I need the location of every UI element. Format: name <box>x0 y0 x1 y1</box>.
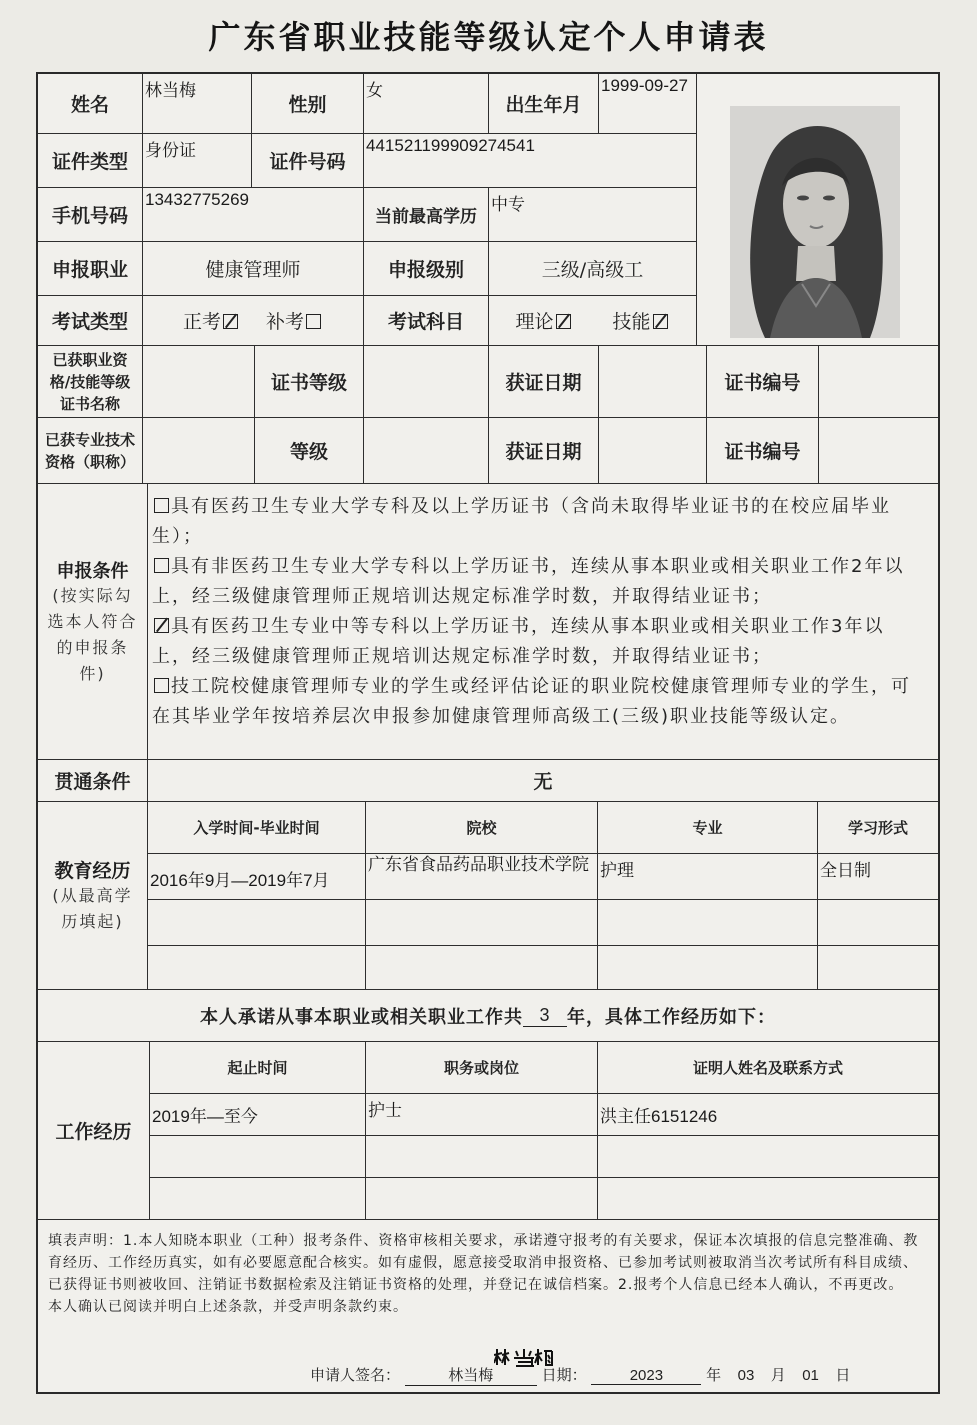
edu-label-cell <box>38 802 148 990</box>
checkbox-makeup[interactable] <box>306 314 321 329</box>
edu-row3-major <box>598 946 818 990</box>
commit-before: 本人承诺从事本职业或相关职业工作共 <box>200 1006 523 1028</box>
label-level: 申报级别 <box>364 242 489 296</box>
label-grade: 等级 <box>255 418 364 484</box>
work-row2-period <box>150 1136 366 1178</box>
date-year[interactable]: 2023 <box>591 1367 701 1385</box>
label-id-number: 证件号码 <box>252 134 364 188</box>
label-title-qual: 已获专业技术资格（职称） <box>38 418 143 484</box>
form-title: 广东省职业技能等级认定个人申请表 <box>208 18 769 56</box>
value-education: 中专 <box>489 188 697 242</box>
label-cert-no: 证书编号 <box>707 346 819 418</box>
checkbox-theory[interactable] <box>556 314 571 329</box>
label-through: 贯通条件 <box>38 760 148 802</box>
label-birth: 出生年月 <box>489 74 599 134</box>
value-gender: 女 <box>364 74 489 134</box>
edu-row2-school <box>366 900 598 946</box>
condition-text-4: 技工院校健康管理师专业的学生或经评估论证的职业院校健康管理师专业的学生，可在其毕业学年按培养层次申报参加健康管理师高级工(三级)职业技能等级认定。 <box>152 676 911 727</box>
checkbox-skill[interactable] <box>653 314 668 329</box>
value-id-type: 身份证 <box>143 134 252 188</box>
edu-row2-mode <box>818 900 938 946</box>
edu-header-period: 入学时间-毕业时间 <box>148 802 366 854</box>
conditions-label-cell <box>38 484 148 760</box>
work-row1-period: 2019年—至今 <box>150 1094 366 1136</box>
label-conditions-note: (按实际勾选本人符合的申报条件) <box>47 585 138 683</box>
option-makeup-label: 补考 <box>266 311 305 333</box>
label-gender: 性别 <box>252 74 364 134</box>
signature-label: 申请人签名： <box>310 1366 401 1384</box>
work-row3-period <box>150 1178 366 1220</box>
commit-after: 年，具体工作经历如下： <box>567 1006 776 1028</box>
work-header-position: 职务或岗位 <box>366 1042 598 1094</box>
label-education: 当前最高学历 <box>364 188 489 242</box>
checkbox-regular[interactable] <box>223 314 238 329</box>
exam-subject-options <box>489 296 697 346</box>
value-grade <box>364 418 489 484</box>
date-month[interactable]: 03 <box>737 1367 755 1384</box>
work-header-reference: 证明人姓名及联系方式 <box>598 1042 938 1094</box>
edu-row2-major <box>598 900 818 946</box>
label-edu-history: 教育经历 <box>54 860 131 882</box>
edu-row3-school <box>366 946 598 990</box>
edu-row1-major: 护理 <box>598 854 818 900</box>
option-theory-label: 理论 <box>515 311 554 333</box>
work-row3-reference <box>598 1178 938 1220</box>
condition-text-1: 具有医药卫生专业大学专科及以上学历证书（含尚未取得毕业证书的在校应届毕业生）； <box>152 496 891 547</box>
value-through: 无 <box>148 760 938 802</box>
label-phone: 手机号码 <box>38 188 143 242</box>
edu-row1-school: 广东省食品药品职业技术学院 <box>366 854 598 900</box>
exam-type-options <box>143 296 364 346</box>
edu-header-mode: 学习形式 <box>818 802 938 854</box>
edu-header-school: 院校 <box>366 802 598 854</box>
date-month-unit: 月 <box>770 1366 786 1384</box>
condition-item-1[interactable] <box>152 492 924 552</box>
condition-checkbox-1[interactable] <box>154 498 169 513</box>
label-occupation: 申报职业 <box>38 242 143 296</box>
application-form <box>36 72 940 1394</box>
commit-years[interactable]: 3 <box>523 1005 567 1027</box>
value-cert-level <box>364 346 489 418</box>
label-cert-no-2: 证书编号 <box>707 418 819 484</box>
value-birth: 1999-09-27 <box>599 74 697 134</box>
date-day[interactable]: 01 <box>802 1367 819 1384</box>
signature-row <box>310 1364 850 1386</box>
work-header-period: 起止时间 <box>150 1042 366 1094</box>
option-makeup[interactable] <box>266 307 323 334</box>
condition-text-3: 具有医药卫生专业中等专科以上学历证书，连续从事本职业或相关职业工作3年以上，经三级健康管理师正规培训达规定标准学时数，并取得结业证书； <box>152 616 885 667</box>
applicant-photo <box>730 106 900 338</box>
option-regular-label: 正考 <box>182 311 221 333</box>
label-edu-note: (从最高学历填起) <box>52 886 133 931</box>
value-cert-date <box>599 346 707 418</box>
edu-row3-period <box>148 946 366 990</box>
label-work-history: 工作经历 <box>38 1042 150 1220</box>
value-level: 三级/高级工 <box>489 242 697 296</box>
value-phone: 13432775269 <box>143 188 364 242</box>
label-cert-date: 获证日期 <box>489 346 599 418</box>
option-skill[interactable] <box>613 307 670 334</box>
value-occupation: 健康管理师 <box>143 242 364 296</box>
edu-row1-mode: 全日制 <box>818 854 938 900</box>
value-cert-no <box>819 346 938 418</box>
edu-row1-period: 2016年9月—2019年7月 <box>148 854 366 900</box>
work-row2-reference <box>598 1136 938 1178</box>
work-row3-position <box>366 1178 598 1220</box>
label-id-type: 证件类型 <box>38 134 143 188</box>
value-cert-name <box>143 346 255 418</box>
photo-cell <box>697 74 938 346</box>
condition-item-4[interactable] <box>152 672 924 732</box>
work-row1-position: 护士 <box>366 1094 598 1136</box>
label-conditions: 申报条件 <box>56 560 129 582</box>
value-id-number: 441521199909274541 <box>364 134 697 188</box>
value-cert-no-2 <box>819 418 938 484</box>
date-year-unit: 年 <box>706 1366 722 1384</box>
label-cert-date-2: 获证日期 <box>489 418 599 484</box>
signature-name[interactable]: 林当梅 <box>405 1364 537 1386</box>
label-exam-type: 考试类型 <box>38 296 143 346</box>
value-name: 林当梅 <box>143 74 252 134</box>
option-theory[interactable] <box>515 307 572 334</box>
condition-item-2[interactable] <box>152 552 924 612</box>
edu-row2-period <box>148 900 366 946</box>
label-exam-subject: 考试科目 <box>364 296 489 346</box>
work-row2-position <box>366 1136 598 1178</box>
option-regular[interactable] <box>183 307 240 334</box>
work-row1-reference: 洪主任6151246 <box>598 1094 938 1136</box>
condition-text-2: 具有非医药卫生专业大学专科以上学历证书，连续从事本职业或相关职业工作2年以上，经三级健康管理师正规培训达规定标准学时数，并取得结业证书； <box>152 556 905 607</box>
condition-checkbox-4[interactable] <box>154 678 169 693</box>
value-title-qual <box>143 418 255 484</box>
edu-row3-mode <box>818 946 938 990</box>
label-cert-level: 证书等级 <box>255 346 364 418</box>
date-label: 日期： <box>541 1366 587 1384</box>
label-name: 姓名 <box>38 74 143 134</box>
conditions-list <box>148 484 938 760</box>
condition-checkbox-3[interactable] <box>154 618 169 633</box>
commit-row <box>38 990 938 1042</box>
date-day-unit: 日 <box>835 1366 851 1384</box>
condition-item-3[interactable] <box>152 612 924 672</box>
value-cert-date-2 <box>599 418 707 484</box>
condition-checkbox-2[interactable] <box>154 558 169 573</box>
confirm-text: 本人确认已阅读并明白上述条款，并受声明条款约束。 <box>48 1299 408 1315</box>
label-cert-name: 已获职业资格/技能等级证书名称 <box>38 346 143 418</box>
option-skill-label: 技能 <box>612 311 651 333</box>
edu-header-major: 专业 <box>598 802 818 854</box>
declaration-text: 填表声明：1.本人知晓本职业（工种）报考条件、资格审核相关要求，承诺遵守报考的有关要求，保证本次填报的信息完整准确、教育经历、工作经历真实，如有必要愿意配合核实。如有虚假，愿意接受取消申报资格、已参加考试则被取消当次考试所有科目成绩、已获得证书则被收回、注销证书数据检索及注销证书资格的处理，并登记在诚信档案。2.报考个人信息已经本人确认，不再更改。 <box>48 1233 919 1293</box>
